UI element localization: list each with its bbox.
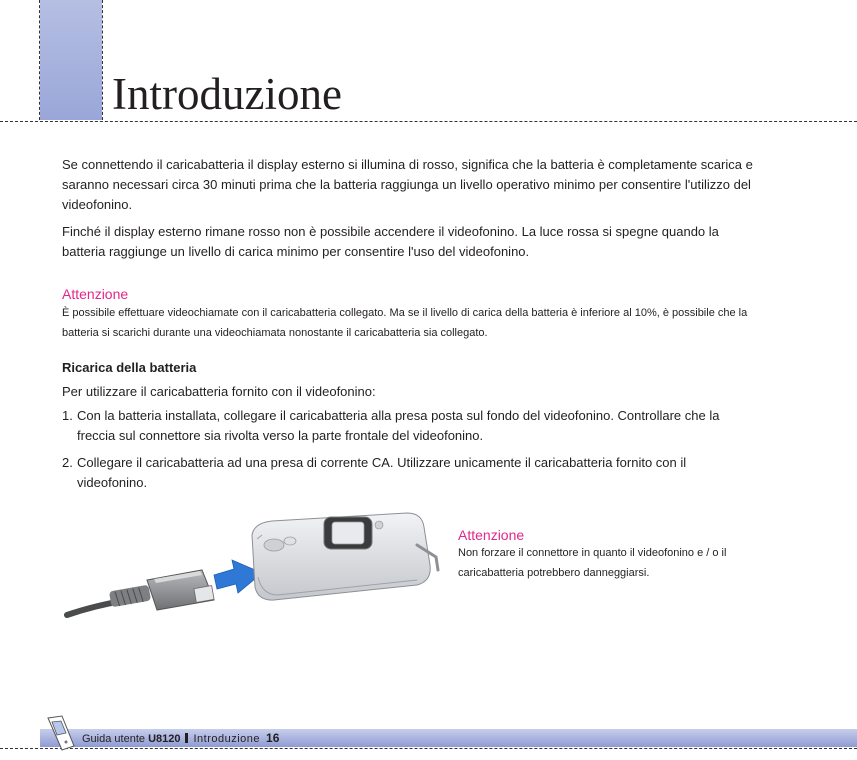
phone-icon: [44, 714, 80, 754]
warning-title: Attenzione: [458, 527, 525, 543]
page-number: 16: [266, 731, 280, 745]
page-title: Introduzione: [112, 69, 342, 119]
charger-phone-illustration: [62, 505, 442, 630]
step-text: Collegare il caricabatteria ad una presa di corrente CA. Utilizzare unicamente il caricabatteria fornito con il videofonino.: [77, 455, 687, 490]
footer-separator: [185, 733, 188, 743]
intro-paragraph-2: Finché il display esterno rimane rosso non è possibile accendere il videofonino. La luce rossa si spegne quando la batteria raggiunge un livello di carica minimo per consentire l'uso del videofonino.: [62, 224, 719, 259]
warning-text: È possibile effettuare videochiamate con il caricabatteria collegato. Ma se il livello di carica della batteria è inferiore al 10%, è possibile che la batteria si scarichi durante una videochiamata nonostante il caricabatteria sia collegato.: [62, 307, 748, 339]
footer-label: [82, 730, 279, 747]
section-intro: Per utilizzare il caricabatteria fornito con il videofonino:: [62, 384, 376, 399]
warning-title: Attenzione: [62, 286, 129, 302]
footer-model: U8120: [148, 733, 181, 745]
step-number: 1.: [62, 408, 73, 423]
intro-paragraph-1: Se connettendo il caricabatteria il display esterno si illumina di rosso, significa che la batteria è completamente scarica e saranno necessari circa 30 minuti prima che la batteria raggiunga un livello operativo minimo per consentire l'utilizzo del videofonino.: [62, 157, 753, 212]
footer-section: Introduzione: [193, 733, 261, 745]
step-number: 2.: [62, 455, 73, 470]
phone-image: [252, 513, 438, 600]
cable-strain-relief: [109, 585, 151, 608]
section-heading: Ricarica della batteria: [62, 360, 197, 375]
footer-divider: [0, 748, 857, 749]
step-text: Con la batteria installata, collegare il caricabatteria alla presa posta sul fondo del videofonino. Controllare che la freccia sul connettore sia rivolta verso la parte frontale del videofonino.: [77, 408, 720, 443]
header-guide-line-right: [102, 0, 103, 120]
warning-text: Non forzare il connettore in quanto il videofonino e / o il caricabatteria potrebbero danneggiarsi.: [458, 547, 727, 579]
footer-guide-label: Guida utente: [82, 733, 145, 745]
header-guide-line-left: [39, 0, 40, 120]
charger-plug: [147, 570, 214, 610]
header-tab-block: [40, 0, 102, 120]
header-divider: [0, 121, 857, 122]
